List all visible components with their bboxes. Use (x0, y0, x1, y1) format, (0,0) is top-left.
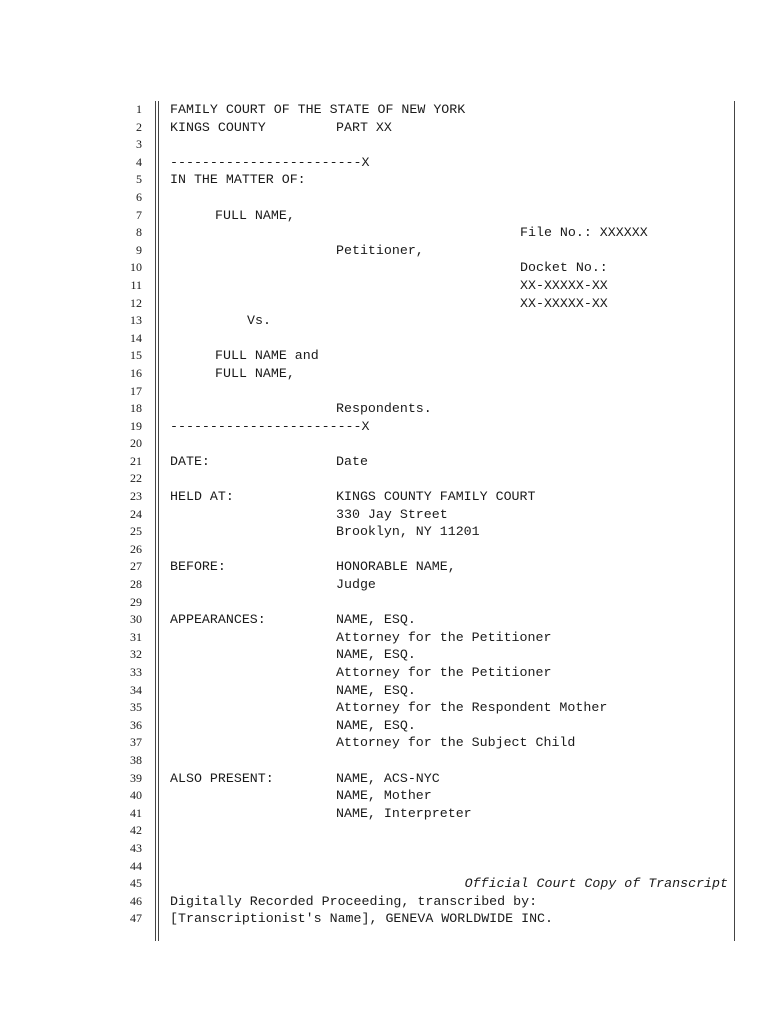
line-number: 44 (130, 858, 142, 873)
line-10 (170, 259, 732, 277)
transcriber-name: [Transcriptionist's Name], GENEVA WORLDWIDE INC. (170, 911, 554, 927)
before-label: BEFORE: (170, 559, 226, 575)
official-copy-label: Official Court Copy of Transcript (464, 876, 728, 892)
docket-label: Docket No.: (520, 260, 608, 276)
line-number: 43 (130, 840, 142, 855)
line-number: 13 (130, 313, 142, 328)
date-value: Date (336, 453, 368, 469)
line-3 (170, 136, 732, 154)
line-number: 34 (130, 682, 142, 697)
appearances-label: APPEARANCES: (170, 612, 266, 628)
line-5 (170, 171, 732, 189)
line-number: 20 (130, 436, 142, 451)
line-number: 1 (136, 102, 142, 116)
also-present-3: NAME, Interpreter (336, 805, 472, 821)
date-label: DATE: (170, 453, 210, 469)
versus-label: Vs. (247, 313, 271, 329)
line-number: 33 (130, 665, 142, 679)
line-6 (170, 189, 732, 207)
line-number: 39 (130, 770, 142, 785)
line-number: 5 (136, 172, 142, 187)
appearance-name-4: NAME, ESQ. (336, 717, 416, 733)
line-4 (170, 154, 732, 172)
line-19 (170, 418, 732, 436)
line-14 (170, 330, 732, 348)
line-number: 23 (130, 489, 142, 504)
line-number: 30 (130, 612, 142, 627)
line-26 (170, 541, 732, 559)
line-number: 11 (130, 277, 142, 292)
in-the-matter-label: IN THE MATTER OF: (170, 172, 306, 188)
line-number: 2 (136, 119, 142, 134)
line-24 (170, 506, 732, 524)
line-number-column (100, 101, 142, 928)
appearance-name-3: NAME, ESQ. (336, 682, 416, 698)
line-9 (170, 242, 732, 260)
caption-divider-top: ------------------------X (170, 154, 370, 170)
held-at-label: HELD AT: (170, 489, 234, 505)
respondent-name-2: FULL NAME, (215, 365, 295, 381)
appearance-name-1: NAME, ESQ. (336, 612, 416, 628)
line-31 (170, 629, 732, 647)
line-number: 16 (130, 365, 142, 380)
line-number: 41 (130, 805, 142, 820)
line-number: 14 (130, 330, 142, 345)
line-number: 38 (130, 752, 142, 767)
line-38 (170, 752, 732, 770)
line-number: 28 (130, 577, 142, 592)
line-37 (170, 734, 732, 752)
line-number: 21 (130, 453, 142, 468)
also-present-1: NAME, ACS-NYC (336, 770, 440, 786)
line-46 (170, 893, 732, 911)
line-17 (170, 383, 732, 401)
line-number: 3 (136, 137, 142, 152)
line-number: 26 (130, 541, 142, 556)
line-number: 45 (130, 876, 142, 891)
line-8 (170, 224, 732, 242)
line-34 (170, 682, 732, 700)
petitioner-name: FULL NAME, (215, 207, 295, 223)
judge-name: HONORABLE NAME, (336, 559, 456, 575)
line-number: 7 (136, 207, 142, 222)
line-44 (170, 858, 732, 876)
line-30 (170, 611, 732, 629)
appearance-role-1: Attorney for the Petitioner (336, 629, 552, 645)
line-number: 19 (130, 418, 142, 433)
line-45 (170, 875, 732, 893)
line-number: 8 (136, 225, 142, 240)
held-at-street: 330 Jay Street (336, 506, 448, 522)
line-number: 25 (130, 524, 142, 539)
line-39 (170, 770, 732, 788)
line-number: 24 (130, 506, 142, 521)
also-present-2: NAME, Mother (336, 788, 432, 804)
line-33 (170, 664, 732, 682)
left-margin-rule-inner (158, 101, 159, 941)
appearance-role-4: Attorney for the Subject Child (336, 735, 576, 751)
line-number: 22 (130, 471, 142, 486)
line-2 (170, 119, 732, 137)
line-11 (170, 277, 732, 295)
line-7 (170, 207, 732, 225)
also-present-label: ALSO PRESENT: (170, 770, 274, 786)
line-40 (170, 787, 732, 805)
appearance-role-3: Attorney for the Respondent Mother (336, 700, 608, 716)
line-number: 9 (136, 242, 142, 257)
left-margin-rule (155, 101, 156, 941)
line-27 (170, 558, 732, 576)
line-28 (170, 576, 732, 594)
line-number: 36 (130, 717, 142, 732)
line-15 (170, 347, 732, 365)
line-number: 47 (130, 911, 142, 926)
appearance-name-2: NAME, ESQ. (336, 647, 416, 663)
court-part: PART XX (336, 119, 392, 135)
line-number: 42 (130, 823, 142, 838)
line-number: 10 (130, 260, 142, 275)
line-21 (170, 453, 732, 471)
line-43 (170, 840, 732, 858)
line-number: 18 (130, 401, 142, 416)
transcript-body (170, 101, 732, 928)
line-20 (170, 435, 732, 453)
line-number: 35 (130, 700, 142, 715)
county-name: KINGS COUNTY (170, 119, 266, 135)
line-number: 40 (130, 788, 142, 803)
line-number: 46 (130, 893, 142, 908)
file-number: File No.: XXXXXX (520, 225, 648, 241)
petitioner-label: Petitioner, (336, 242, 424, 258)
line-22 (170, 470, 732, 488)
line-35 (170, 699, 732, 717)
respondents-label: Respondents. (336, 401, 432, 417)
line-number: 12 (130, 295, 142, 310)
line-number: 4 (136, 154, 142, 169)
line-number: 32 (130, 647, 142, 662)
line-16 (170, 365, 732, 383)
line-29 (170, 594, 732, 612)
line-number: 37 (130, 735, 142, 750)
line-12 (170, 295, 732, 313)
line-1 (170, 101, 732, 119)
right-margin-rule (734, 101, 735, 941)
court-name: FAMILY COURT OF THE STATE OF NEW YORK (170, 102, 466, 117)
recorded-proceeding: Digitally Recorded Proceeding, transcribed by: (170, 893, 538, 909)
line-41 (170, 805, 732, 823)
held-at-city: Brooklyn, NY 11201 (336, 524, 480, 540)
line-36 (170, 717, 732, 735)
respondent-name-1: FULL NAME and (215, 348, 319, 364)
line-number: 31 (130, 629, 142, 644)
line-number: 15 (130, 348, 142, 363)
line-number: 29 (130, 594, 142, 609)
docket-number-1: XX-XXXXX-XX (520, 277, 608, 293)
line-32 (170, 646, 732, 664)
line-13 (170, 312, 732, 330)
line-number: 17 (130, 383, 142, 398)
line-42 (170, 822, 732, 840)
appearance-role-2: Attorney for the Petitioner (336, 665, 552, 680)
line-number: 27 (130, 559, 142, 574)
held-at-court: KINGS COUNTY FAMILY COURT (336, 489, 536, 505)
line-number: 6 (136, 189, 142, 204)
line-25 (170, 523, 732, 541)
judge-title: Judge (336, 577, 376, 593)
caption-divider-bottom: ------------------------X (170, 418, 370, 434)
line-18 (170, 400, 732, 418)
docket-number-2: XX-XXXXX-XX (520, 295, 608, 311)
line-47 (170, 910, 732, 928)
line-23 (170, 488, 732, 506)
